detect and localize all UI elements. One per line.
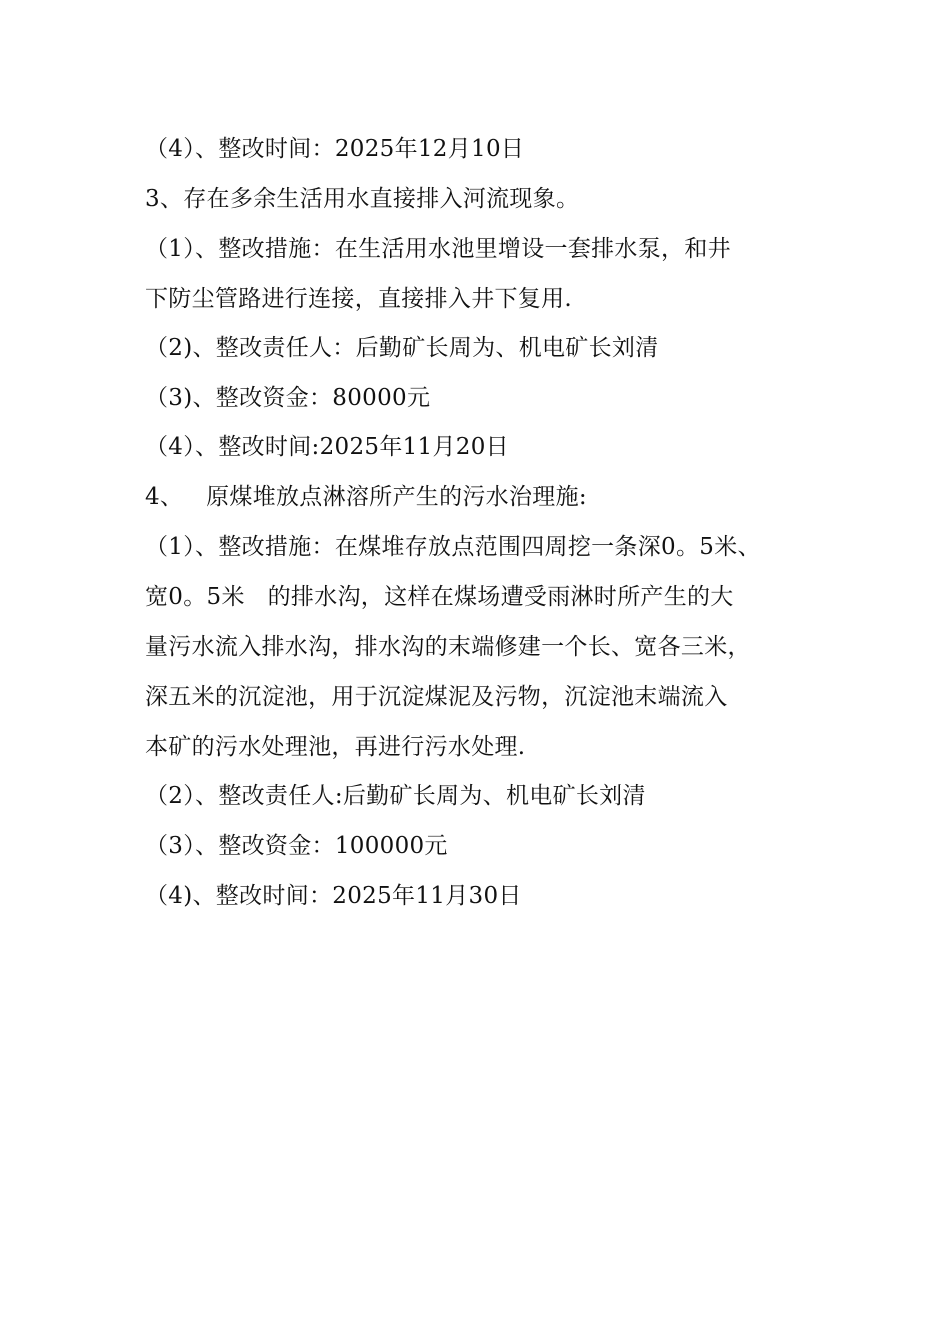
text-line-issue-3: 3、存在多余生活用水直接排入河流现象。 [145,186,580,212]
text-line-funds-3: （3）、整改资金：100000元 [145,833,448,859]
text-line-time-1: （4）、整改时间：2025年12月10日 [145,136,525,162]
text-line-time-2: （4）、整改时间:2025年11月20日 [145,434,509,460]
text-line-responsible-2: （2)、整改责任人：后勤矿长周为、机电矿长刘清 [145,335,659,361]
text-line-measure-3e: 本矿的污水处理池，再进行污水处理. [145,734,526,760]
text-line-responsible-3: （2）、整改责任人:后勤矿长周为、机电矿长刘清 [145,783,646,809]
text-line-measure-3a: （1）、整改措施：在煤堆存放点范围四周挖一条深0。5米、 [145,534,761,560]
text-line-measure-1b: 下防尘管路进行连接，直接排入井下复用. [145,286,573,312]
text-line-measure-3c: 量污水流入排水沟，排水沟的末端修建一个长、宽各三米， [145,634,751,660]
text-line-issue-4: 4、 原煤堆放点淋溶所产生的污水治理施: [145,484,587,510]
text-line-measure-3d: 深五米的沉淀池，用于沉淀煤泥及污物，沉淀池末端流入 [145,684,728,710]
text-line-measure-1a: （1）、整改措施：在生活用水池里增设一套排水泵，和井 [145,236,731,262]
text-line-time-3: （4)、整改时间：2025年11月30日 [145,883,522,909]
text-line-measure-3b: 宽0。5米 的排水沟，这样在煤场遭受雨淋时所产生的大 [145,584,734,610]
text-line-funds-2: （3)、整改资金：80000元 [145,385,431,411]
